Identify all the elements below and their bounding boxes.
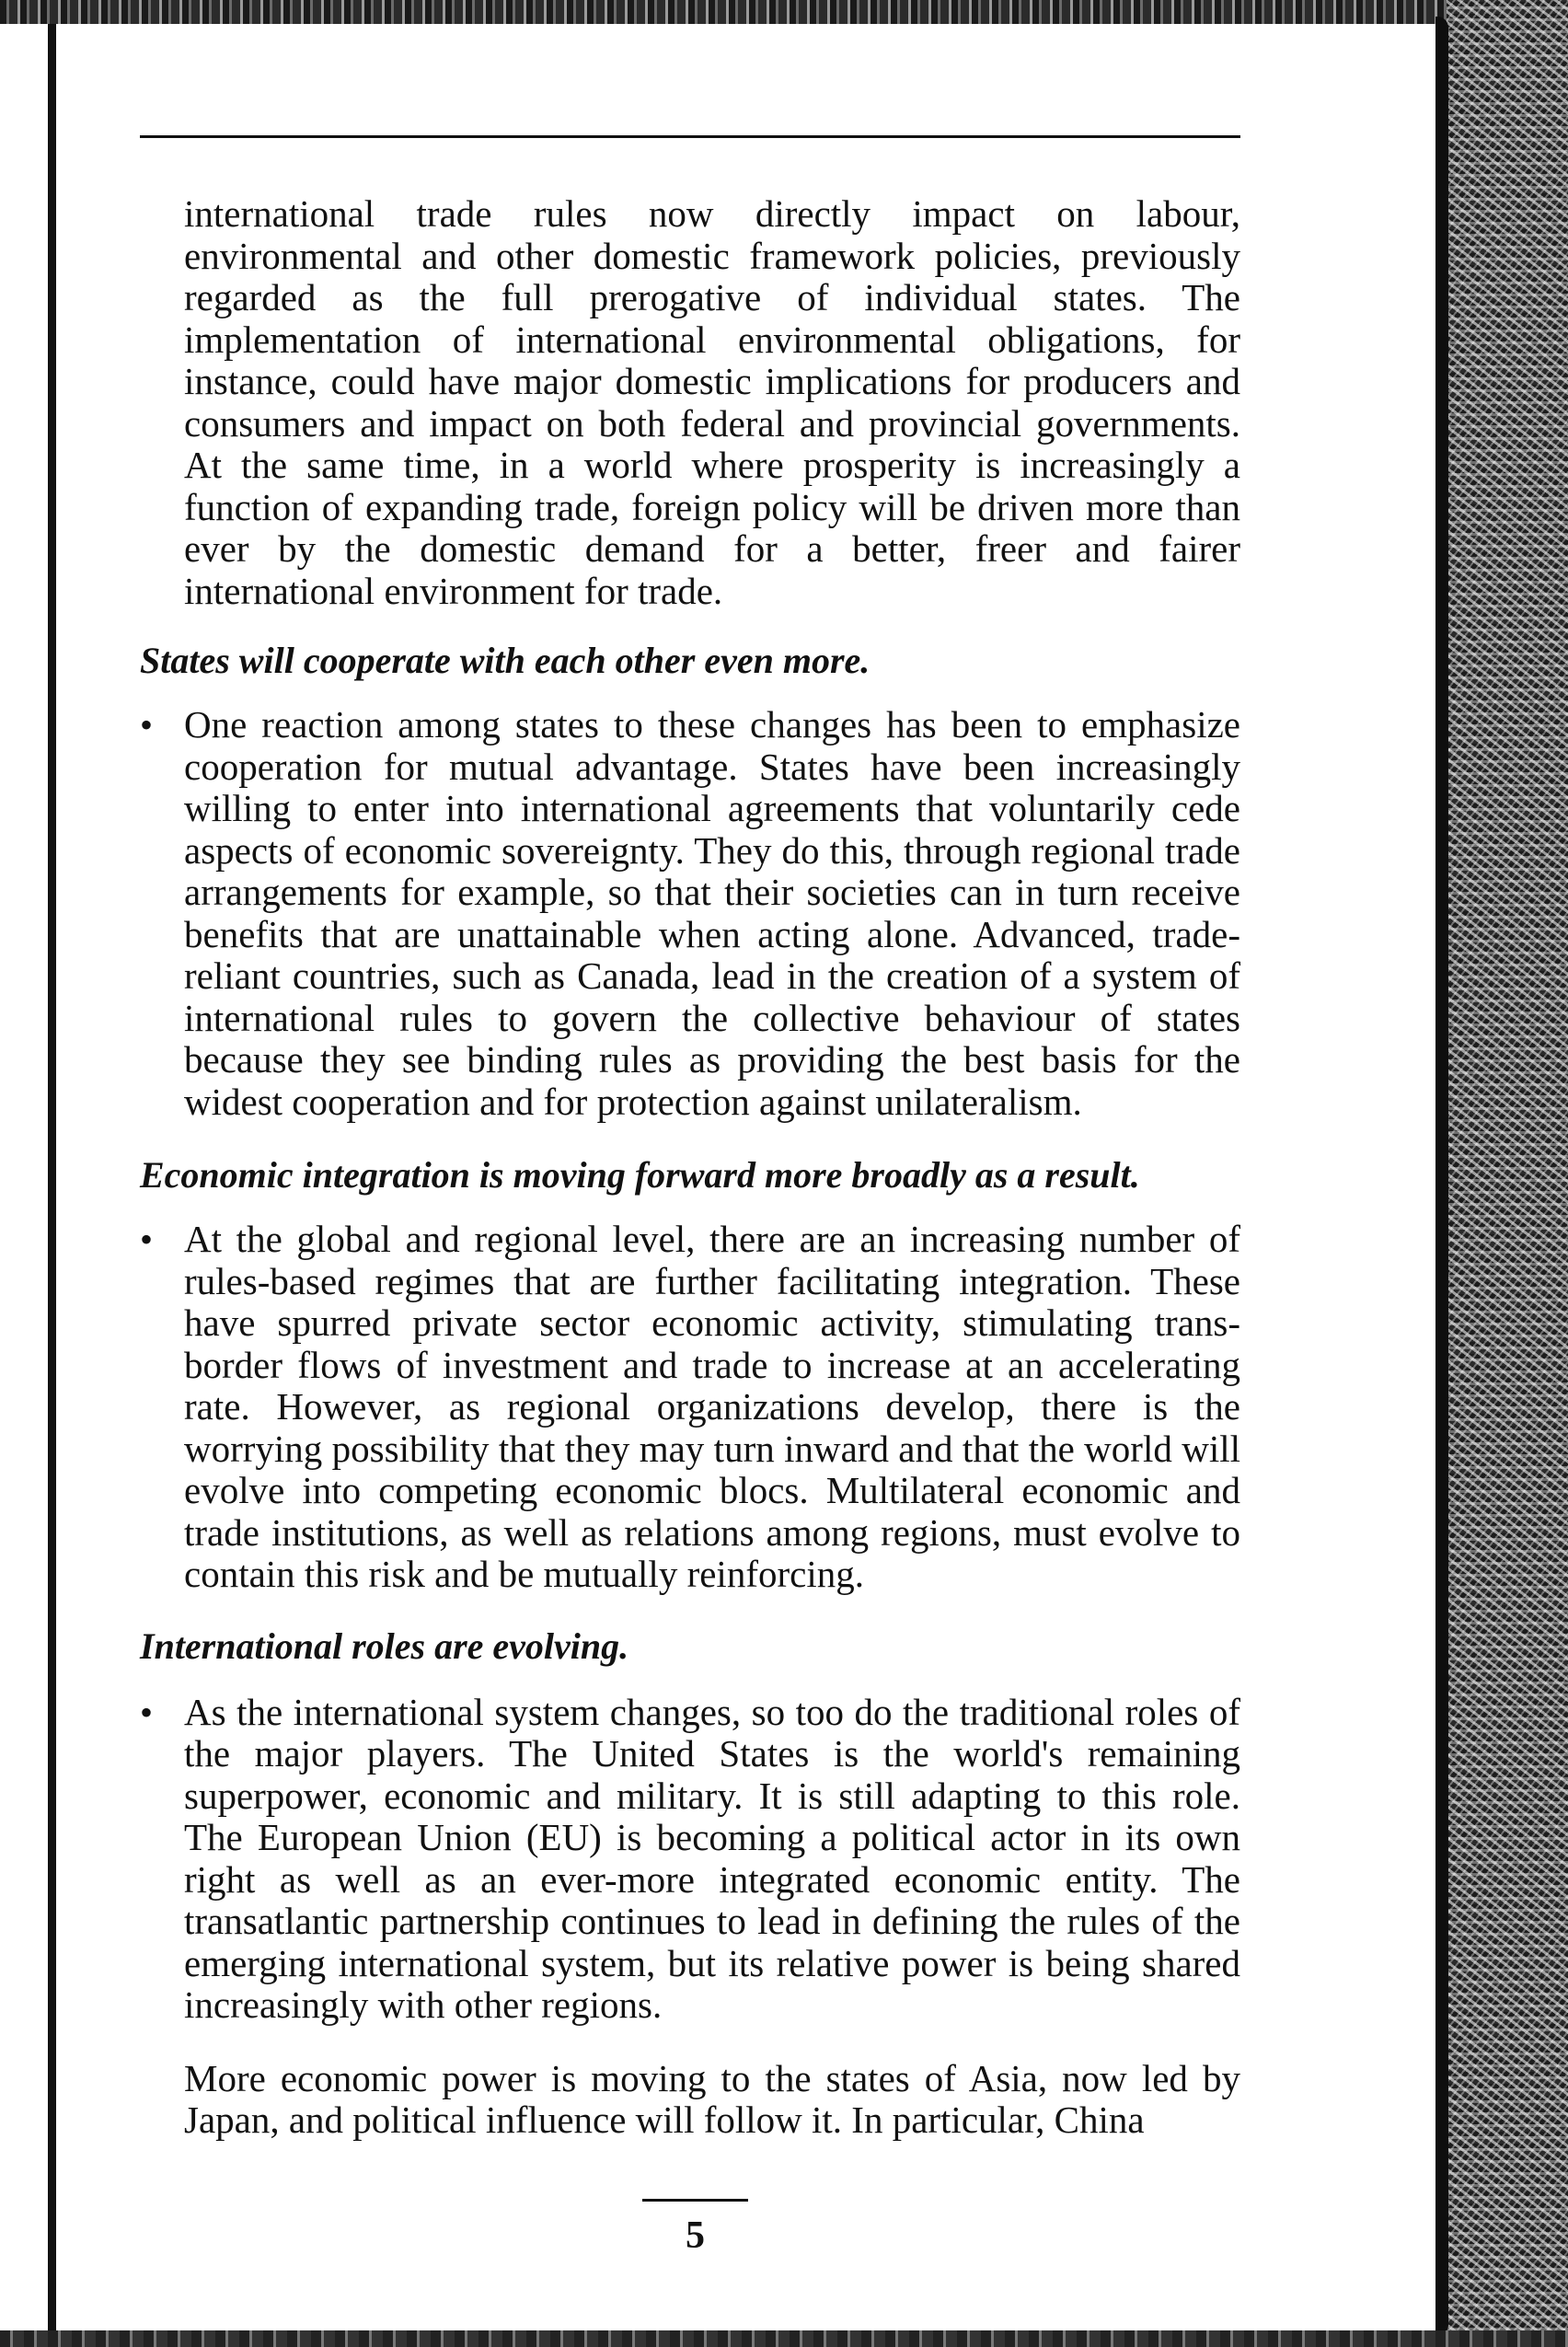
section-heading-roles: International roles are evolving. (140, 1624, 629, 1667)
bullet-item-cooperation (140, 704, 1240, 1123)
bullet-icon: • (140, 1691, 154, 1733)
page-edge-right (1435, 17, 1448, 2336)
page-number: 5 (686, 2214, 705, 2257)
scan-border-left (48, 24, 56, 2334)
scan-border-bottom (0, 2330, 1568, 2347)
bullet-text-cooperation: One reaction among states to these changes has been to emphasize cooperation for mutual advantage. States have been increasingly willing to enter into international agreements that voluntarily cede aspects of economic sovereignty. They do this, through regional trade arrangements for example, so that their societies can in turn receive benefits that are unattainable when acting alone. Advanced, trade-reliant countries, such as Canada, lead in the creation of a system of international rules to govern the collective behaviour of states because they see binding rules as providing the best basis for the widest cooperation and for protection against unilateralism. (184, 703, 1240, 1123)
header-rule (140, 135, 1240, 138)
scan-margin-left (0, 24, 48, 2347)
bullet-icon: • (140, 704, 154, 746)
scan-border-top (0, 0, 1568, 24)
section-heading-cooperation: States will cooperate with each other even more. (140, 640, 870, 681)
footer-rule (642, 2199, 748, 2202)
follow-paragraph-asia: More economic power is moving to the states of Asia, now led by Japan, and political influence will follow it. In particular, China (184, 2056, 1240, 2141)
continuation-paragraph: international trade rules now directly impact on labour, environmental and other domestic framework policies, previously regarded as the full prerogative of individual states. The implementation of international environmental obligations, for instance, could have major domestic implications for producers and consumers and impact on both federal and provincial governments. At the same time, in a world where prosperity is increasingly a function of expanding trade, foreign policy will be driven more than ever by the domestic demand for a better, freer and fairer international environment for trade. (184, 192, 1240, 612)
bullet-item-integration (140, 1219, 1240, 1596)
bullet-item-roles (140, 1692, 1240, 2027)
section-heading-integration: Economic integration is moving forward more broadly as a result. (140, 1154, 1140, 1196)
bullet-icon: • (140, 1219, 154, 1260)
scan-border-right (1447, 0, 1568, 2347)
page-body (140, 193, 1240, 2142)
bullet-text-roles: As the international system changes, so too do the traditional roles of the major players. The United States is the world's remaining superpower, economic and military. It is still adapting to this role. The European Union (EU) is becoming a political actor in its own right as well as an ever-more integrated economic entity. The transatlantic partnership continues to lead in defining the rules of the emerging international system, but its relative power is being shared increasingly with other regions. (184, 1690, 1240, 2026)
bullet-text-integration: At the global and regional level, there are an increasing number of rules-based regimes that are further facilitating integration. These have spurred private sector economic activity, stimulating trans-border flows of investment and trade to increase at an accelerating rate. However, as regional organizations develop, there is the worrying possibility that they may turn inward and that the world will evolve into competing economic blocs. Multilateral economic and trade institutions, as well as relations among regions, must evolve to contain this risk and be mutually reinforcing. (184, 1218, 1240, 1595)
